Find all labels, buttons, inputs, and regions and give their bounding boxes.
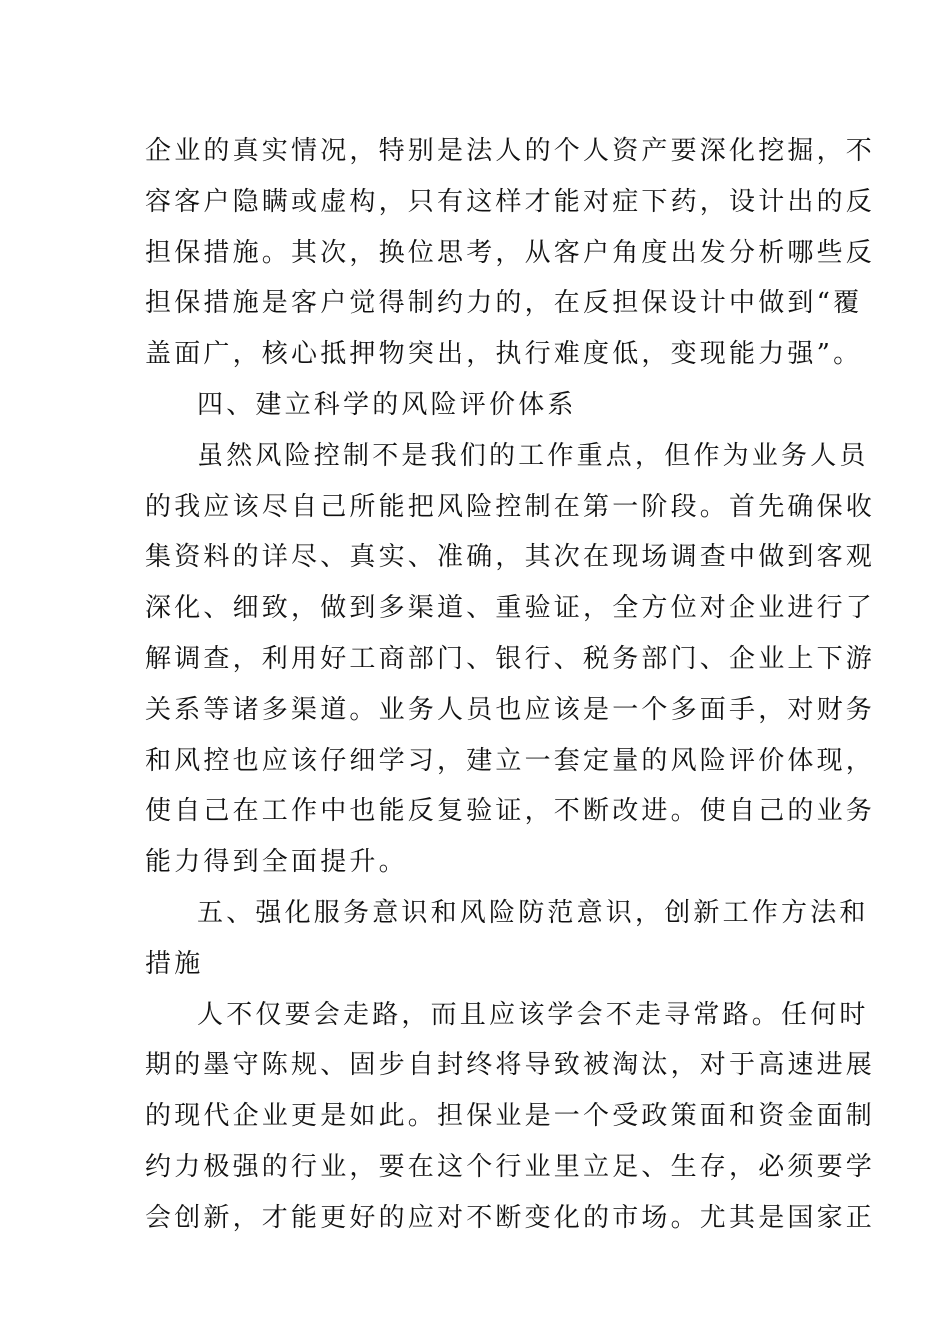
paragraph-innovation [145,990,876,1244]
text-line: 盖面广，核心抵押物突出，执行难度低，变现能力强”。 [145,339,863,370]
text-line: 解调查，利用好工商部门、银行、税务部门、企业上下游 [145,643,876,674]
text-line: 容客户隐瞒或虚构，只有这样才能对症下药，设计出的反 [145,186,876,217]
text-line: 约力极强的行业，要在这个行业里立足、生存，必须要学 [145,1151,876,1182]
heading-line: 四、建立科学的风险评价体系 [197,389,577,420]
heading-line: 五、强化服务意识和风险防范意识，创新工作方法和 [197,897,869,928]
text-line: 虽然风险控制不是我们的工作重点，但作为业务人员 [197,440,869,471]
text-line: 担保措施。其次，换位思考，从客户角度出发分析哪些反 [145,237,876,268]
text-line: 关系等诸多渠道。业务人员也应该是一个多面手，对财务 [145,694,876,725]
text-line: 期的墨守陈规、固步自封终将导致被淘汰，对于高速进展 [145,1050,876,1081]
paragraph-risk-evaluation [145,431,876,888]
text-line: 集资料的详尽、真实、准确，其次在现场调查中做到客观 [145,542,876,573]
text-line: 使自己在工作中也能反复验证，不断改进。使自己的业务 [145,796,876,827]
text-line: 担保措施是客户觉得制约力的，在反担保设计中做到“覆 [145,288,863,319]
text-line: 企业的真实情况，特别是法人的个人资产要深化挖掘，不 [145,136,876,166]
text-line: 和风控也应该仔细学习，建立一套定量的风险评价体现， [145,745,876,776]
text-line: 人不仅要会走路，而且应该学会不走寻常路。任何时 [197,999,869,1030]
section-heading-five [145,888,869,990]
section-heading-four [145,380,805,431]
document-body [145,126,876,1244]
heading-line: 措施 [145,948,204,979]
text-line: 深化、细致，做到多渠道、重验证，全方位对企业进行了 [145,593,876,624]
paragraph-continuation [145,126,876,380]
text-line: 的我应该尽自己所能把风险控制在第一阶段。首先确保收 [145,491,876,522]
text-line: 会创新，才能更好的应对不断变化的市场。尤其是国家正 [145,1202,876,1233]
text-line: 的现代企业更是如此。担保业是一个受政策面和资金面制 [145,1101,876,1132]
text-line: 能力得到全面提升。 [145,847,408,878]
